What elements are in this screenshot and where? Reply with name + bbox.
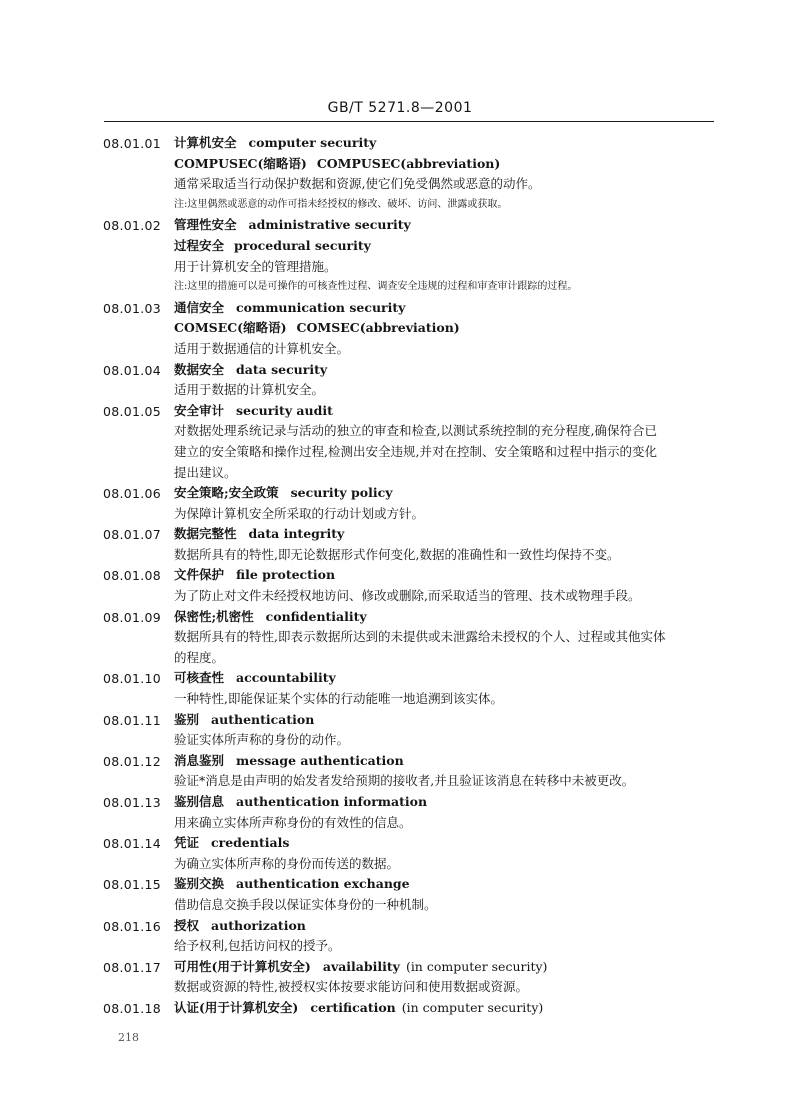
term-english: computer security (248, 135, 377, 150)
definition-text: 为保障计算机安全所采取的行动计划或方针。 (174, 505, 425, 521)
entry-number: 08.01.03 (103, 300, 162, 316)
term-entry (0, 710, 800, 751)
term-entry (0, 751, 800, 792)
definition-text: 给予权利,包括访问权的授予。 (174, 938, 341, 954)
term-entry (0, 957, 800, 998)
synonym-line (174, 236, 722, 257)
entry-number: 08.01.12 (103, 753, 162, 769)
entry-number: 08.01.14 (103, 836, 162, 852)
synonym-chinese: COMSEC(缩略语) (174, 320, 287, 336)
term-line (174, 607, 722, 628)
term-english: authorization (211, 917, 306, 933)
entry-number: 08.01.13 (103, 795, 162, 810)
definition-text: 验证*消息是由声明的始发者发给预期的接收者,并且验证该消息在转移中未被更改。 (174, 773, 635, 789)
term-entry (0, 298, 800, 360)
entry-number: 08.01.01 (103, 136, 162, 151)
entry-number: 08.01.05 (103, 403, 162, 419)
term-entry (0, 668, 800, 709)
term-chinese: 文件保护 (174, 567, 225, 583)
definition-text: 数据或资源的特性,被授权实体按要求能访问和使用数据或资源。 (174, 979, 528, 995)
definition-text: 一种特性,即能保证某个实体的行动能唯一地追溯到该实体。 (174, 691, 503, 707)
synonym-english: COMSEC(abbreviation) (296, 320, 460, 336)
term-english: file protection (236, 567, 336, 583)
entry-number: 08.01.16 (103, 918, 162, 934)
term-line (174, 710, 722, 731)
term-chinese: 安全策略;安全政策 (174, 485, 279, 501)
synonym-chinese: COMPUSEC(缩略语) (174, 155, 307, 171)
term-chinese: 可用性(用于计算机安全) (174, 958, 311, 974)
term-english: administrative security (248, 217, 411, 233)
term-entries (0, 133, 800, 1019)
term-english: data integrity (248, 526, 345, 542)
term-entry (0, 133, 800, 215)
term-chinese: 鉴别交换 (174, 876, 225, 892)
term-line (174, 483, 722, 504)
term-chinese: 数据完整性 (174, 526, 237, 542)
term-entry (0, 607, 800, 669)
term-chinese: 授权 (174, 917, 200, 933)
term-english: accountability (236, 670, 336, 686)
synonym-line (174, 154, 722, 175)
term-english: communication security (236, 299, 406, 315)
term-line (174, 957, 722, 978)
term-line (174, 833, 722, 854)
entry-number: 08.01.18 (103, 1000, 162, 1016)
term-line (174, 998, 722, 1019)
entry-number: 08.01.10 (103, 671, 162, 687)
term-line (174, 874, 722, 895)
page-number: 218 (118, 1031, 139, 1044)
term-line (174, 751, 722, 772)
term-entry (0, 401, 800, 483)
term-chinese: 可核查性 (174, 670, 225, 686)
term-line (174, 401, 722, 422)
term-entry (0, 874, 800, 915)
entry-number: 08.01.09 (103, 609, 162, 625)
definition-text: 适用于数据通信的计算机安全。 (174, 340, 350, 356)
term-chinese: 认证(用于计算机安全) (174, 999, 299, 1015)
term-english: security policy (290, 485, 393, 501)
note-text: 注:这里偶然或恶意的动作可指未经授权的修改、破坏、访问、泄露或获取。 (174, 198, 508, 210)
term-chinese: 保密性;机密性 (174, 608, 254, 624)
term-english: authentication information (236, 794, 428, 809)
term-english: message authentication (236, 752, 404, 768)
definition-text: 用来确立实体所声称身份的有效性的信息。 (174, 814, 412, 830)
definition-text: 数据所具有的特性,即表示数据所达到的未提供或未泄露给未授权的个人、过程或其他实体 (174, 629, 666, 645)
term-line (174, 524, 722, 545)
entry-number: 08.01.11 (103, 712, 162, 728)
definition-text: 验证实体所声称的身份的动作。 (174, 732, 350, 748)
term-english: security audit (236, 402, 333, 418)
term-chinese: 安全审计 (174, 402, 225, 418)
term-entry (0, 792, 800, 833)
term-line (174, 360, 722, 381)
term-chinese: 通信安全 (174, 299, 225, 315)
definition-text: 用于计算机安全的管理措施。 (174, 258, 337, 274)
definition-text: 借助信息交换手段以保证实体身份的一种机制。 (174, 896, 437, 912)
definition-text: 对数据处理系统记录与活动的独立的审查和检查,以测试系统控制的充分程度,确保符合已 (174, 423, 657, 439)
term-entry (0, 833, 800, 874)
term-chinese: 鉴别 (174, 711, 200, 727)
term-qualifier: (in computer security) (401, 999, 544, 1015)
term-line (174, 792, 722, 813)
definition-text: 建立的安全策略和操作过程,检测出安全违规,并对在控制、安全策略和过程中指示的变化 (174, 443, 657, 459)
term-line (174, 565, 722, 586)
term-entry (0, 360, 800, 401)
term-entry (0, 565, 800, 606)
term-entry (0, 524, 800, 565)
term-entry (0, 998, 800, 1019)
term-line (174, 668, 722, 689)
term-entry (0, 916, 800, 957)
synonym-english: COMPUSEC(abbreviation) (316, 155, 501, 171)
term-line (174, 215, 722, 236)
definition-text: 为确立实体所声称的身份而传送的数据。 (174, 855, 400, 871)
term-english: data security (236, 361, 328, 377)
synonym-english: procedural security (234, 237, 371, 253)
term-english: availability (322, 958, 400, 974)
entry-number: 08.01.07 (103, 527, 162, 543)
term-english: credentials (211, 835, 290, 851)
entry-number: 08.01.15 (103, 877, 162, 893)
term-line (174, 133, 722, 154)
definition-text: 为了防止对文件未经授权地访问、修改或删除,而采取适当的管理、技术或物理手段。 (174, 588, 641, 604)
term-english: confidentiality (265, 608, 367, 624)
term-english: certification (310, 999, 396, 1015)
entry-number: 08.01.06 (103, 486, 162, 502)
term-line (174, 298, 722, 319)
definition-text: 提出建议。 (174, 464, 237, 480)
entry-number: 08.01.17 (103, 959, 162, 975)
synonym-chinese: 过程安全 (174, 237, 225, 253)
definition-text: 适用于数据的计算机安全。 (174, 382, 325, 398)
definition-text: 数据所具有的特性,即无论数据形式作何变化,数据的准确性和一致性均保持不变。 (174, 546, 620, 562)
definition-text: 的程度。 (174, 649, 225, 665)
term-line (174, 916, 722, 937)
term-entry (0, 483, 800, 524)
entry-number: 08.01.04 (103, 362, 162, 378)
term-chinese: 消息鉴别 (174, 752, 225, 768)
term-qualifier: (in computer security) (405, 958, 548, 974)
term-chinese: 数据安全 (174, 361, 225, 377)
entry-number: 08.01.02 (103, 218, 162, 234)
header-rule (104, 121, 714, 122)
entry-number: 08.01.08 (103, 568, 162, 584)
term-chinese: 计算机安全 (174, 135, 237, 150)
term-chinese: 鉴别信息 (174, 794, 225, 809)
note-text: 注:这里的措施可以是可操作的可核查性过程、调查安全违规的过程和审查审计跟踪的过程。 (174, 281, 578, 293)
term-chinese: 凭证 (174, 835, 200, 851)
term-english: authentication (211, 711, 315, 727)
standard-number: GB/T 5271.8—2001 (327, 100, 473, 116)
term-english: authentication exchange (236, 876, 410, 892)
synonym-line (174, 318, 722, 339)
term-entry (0, 215, 800, 297)
term-chinese: 管理性安全 (174, 217, 237, 233)
definition-text: 通常采取适当行动保护数据和资源,使它们免受偶然或恶意的动作。 (174, 176, 541, 192)
